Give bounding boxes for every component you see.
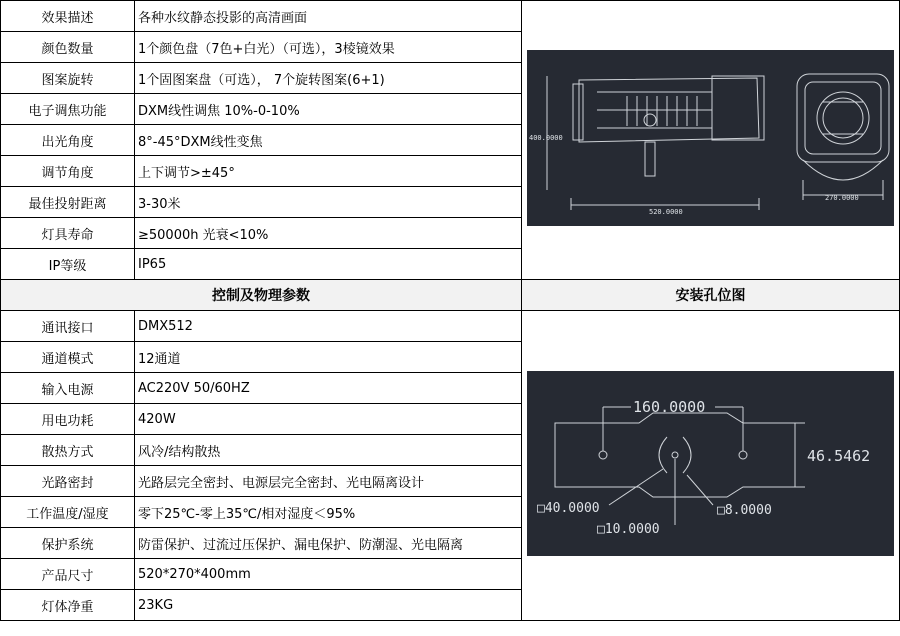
control-params-header: 控制及物理参数 — [1, 280, 522, 311]
spec-label: 灯体净重 — [1, 590, 135, 621]
spec-value: 1个颜色盘（7色+白光）（可选），3棱镜效果 — [135, 32, 522, 63]
spec-value: AC220V 50/60HZ — [135, 373, 522, 404]
spec-label: 颜色数量 — [1, 32, 135, 63]
height-dim: 400.0000 — [529, 134, 563, 142]
spec-label: 最佳投射距离 — [1, 187, 135, 218]
spec-label: 效果描述 — [1, 1, 135, 32]
spec-row — [1, 1, 900, 32]
spec-value: 光路层完全密封、电源层完全密封、光电隔离设计 — [135, 466, 522, 497]
spec-value: 零下25℃-零上35℃/相对湿度＜95% — [135, 497, 522, 528]
spec-label: IP等级 — [1, 249, 135, 280]
dimension-drawing-cell — [522, 1, 900, 280]
offset-dim: 46.5462 — [807, 447, 871, 465]
spec-label: 输入电源 — [1, 373, 135, 404]
spec-label: 光路密封 — [1, 466, 135, 497]
spec-value: 1个固图案盘（可选）， 7个旋转图案(6+1) — [135, 63, 522, 94]
dim-40: □40.0000 — [537, 501, 600, 516]
spec-value: IP65 — [135, 249, 522, 280]
spec-value: 防雷保护、过流过压保护、漏电保护、防潮湿、光电隔离 — [135, 528, 522, 559]
spec-label: 通讯接口 — [1, 311, 135, 342]
spec-label: 图案旋转 — [1, 63, 135, 94]
spec-value: DXM线性调焦 10%-0-10% — [135, 94, 522, 125]
spec-label: 通道模式 — [1, 342, 135, 373]
spec-row — [1, 311, 900, 342]
spec-value: 上下调节>±45° — [135, 156, 522, 187]
mount-holes-header: 安装孔位图 — [522, 280, 900, 311]
mount-drawing-cell — [522, 311, 900, 621]
spec-label: 调节角度 — [1, 156, 135, 187]
spec-value: ≥50000h 光衰<10% — [135, 218, 522, 249]
dim-10: □10.0000 — [597, 522, 660, 537]
spec-label: 出光角度 — [1, 125, 135, 156]
spec-value: 420W — [135, 404, 522, 435]
spec-value: DMX512 — [135, 311, 522, 342]
spec-label: 产品尺寸 — [1, 559, 135, 590]
spec-value: 520*270*400mm — [135, 559, 522, 590]
width-dim: 270.0000 — [825, 194, 859, 202]
spec-label: 电子调焦功能 — [1, 94, 135, 125]
mount-drawing — [527, 371, 894, 556]
spec-value: 12通道 — [135, 342, 522, 373]
length-dim: 520.0000 — [649, 208, 683, 216]
spec-label: 用电功耗 — [1, 404, 135, 435]
spec-label: 散热方式 — [1, 435, 135, 466]
spec-label: 工作温度/湿度 — [1, 497, 135, 528]
dim-8: □8.0000 — [717, 503, 772, 518]
spec-value: 风冷/结构散热 — [135, 435, 522, 466]
dimension-drawing — [527, 50, 894, 226]
spec-value: 23KG — [135, 590, 522, 621]
spec-value: 8°-45°DXM线性变焦 — [135, 125, 522, 156]
spec-label: 灯具寿命 — [1, 218, 135, 249]
spec-value: 3-30米 — [135, 187, 522, 218]
section-header-row — [1, 280, 900, 311]
spec-value: 各种水纹静态投影的高清画面 — [135, 1, 522, 32]
spacing-dim: 160.0000 — [633, 398, 706, 416]
spec-label: 保护系统 — [1, 528, 135, 559]
